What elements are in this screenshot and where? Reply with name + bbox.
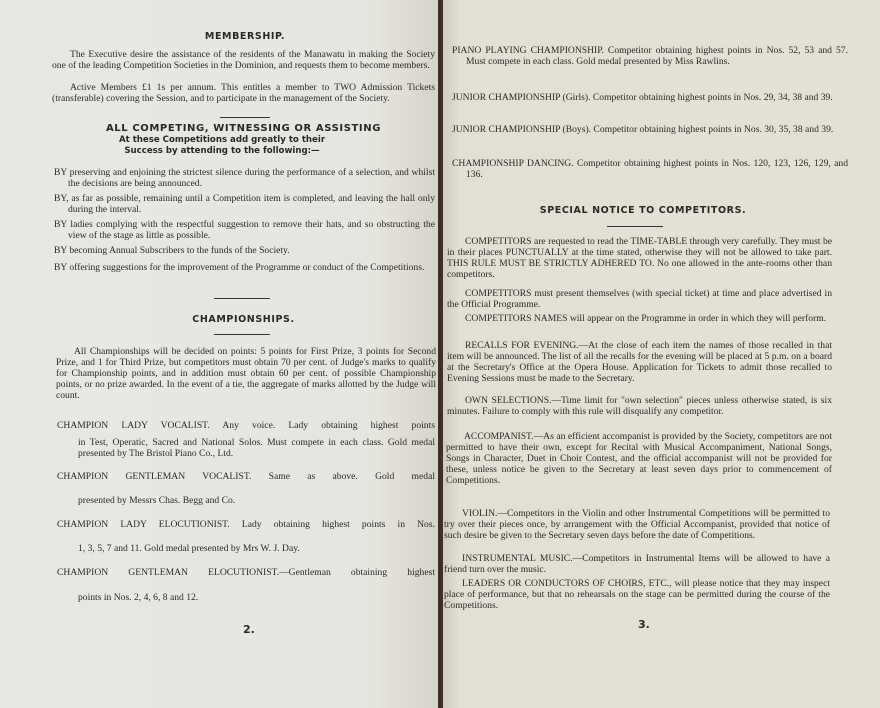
notice-item: COMPETITORS NAMES will appear on the Programme in order in which they will perform. [465, 313, 827, 324]
champion-item-line2: 1, 3, 5, 7 and 11. Gold medal presented by Mrs W. J. Day. [78, 543, 300, 554]
book-spine [438, 0, 443, 708]
assisting-item: BY ladies complying with the respectful suggestion to remove their hats, and so obstructing the view of the stage as little as possible. [54, 219, 435, 241]
champion-item-line2: presented by Messrs Chas. Begg and Co. [78, 495, 236, 506]
champion-item-line1: CHAMPION GENTLEMAN ELOCUTIONIST.—Gentleman obtaining highest [57, 567, 435, 578]
championship-item: JUNIOR CHAMPIONSHIP (Girls). Competitor obtaining highest points in Nos. 29, 34, 38 and 39. [452, 92, 833, 103]
membership-heading: MEMBERSHIP. [204, 31, 286, 42]
championships-intro: All Championships will be decided on points: 5 points for First Prize, 3 points for Second Prize, and 1 for Third Prize, but competitors must obtain 70 per cent. of Judge's marks to qualify for Championship points, and in addition must obtain 60 per cent. of possible Championship points, or no prize awarded. In the event of a tie, the aggregate of marks allotted by the Judge will count. [56, 346, 436, 401]
assisting-item: BY, as far as possible, remaining until a Competition item is completed, and leaving the hall only during the interval. [54, 193, 435, 215]
left-page [0, 0, 439, 708]
championship-item: JUNIOR CHAMPIONSHIP (Boys). Competitor obtaining highest points in Nos. 30, 35, 38 and 39. [452, 124, 834, 135]
notice-item: RECALLS FOR EVENING.—At the close of each item the names of those recalled in that item will be announced. The list of all the recalls for the evening will be placed at 5 p.m. on a board at the Secretary's Office at the Opera House. Application for Tickets to admit those recalled to Evening Sessions must be made to the Secretary. [447, 340, 832, 384]
notice-item: COMPETITORS are requested to read the TIME-TABLE through very carefully. They must be in their places PUNCTUALLY at the time stated, otherwise they will not be allowed to take part. THIS RULE MUST BE STRICTLY ADHERED TO. No one allowed in the ante-rooms other than competitors. [447, 236, 832, 280]
notice-item: LEADERS OR CONDUCTORS OF CHOIRS, ETC., will please notice that they may inspect place of performance, but that no rehearsals on the stage can be permitted during the course of the Competitions. [444, 578, 830, 611]
championship-item: PIANO PLAYING CHAMPIONSHIP. Competitor obtaining highest points in Nos. 52, 53 and 57. Must compete in each class. Gold medal presented by Miss Rawlins. [452, 45, 848, 67]
championship-item: CHAMPIONSHIP DANCING. Competitor obtaining highest points in Nos. 120, 123, 126, 129, and 136. [452, 158, 848, 180]
notice-item: INSTRUMENTAL MUSIC.—Competitors in Instrumental Items will be allowed to have a friend turn over the music. [444, 553, 830, 575]
champion-item-line2: points in Nos. 2, 4, 6, 8 and 12. [78, 592, 199, 603]
notice-item: OWN SELECTIONS.—Time limit for "own selection" pieces unless otherwise stated, is six minutes. Failure to comply with this rule will disqualify any competitor. [447, 395, 832, 417]
assisting-heading: ALL COMPETING, WITNESSING OR ASSISTING [105, 123, 382, 134]
assisting-item: BY becoming Annual Subscribers to the funds of the Society. [54, 245, 290, 256]
champion-item-line1: CHAMPION LADY VOCALIST. Any voice. Lady obtaining highest points [57, 420, 435, 431]
championships-heading: CHAMPIONSHIPS. [192, 314, 295, 325]
divider [214, 334, 270, 335]
right-page [442, 0, 880, 708]
champion-item-line1: CHAMPION GENTLEMAN VOCALIST. Same as above. Gold medal [57, 471, 435, 482]
membership-para-2: Active Members £1 1s per annum. This entitles a member to TWO Admission Tickets (transferable) covering the Session, and to participate in the management of the Society. [52, 82, 435, 104]
special-notice-heading: SPECIAL NOTICE TO COMPETITORS. [539, 205, 747, 216]
champion-item-line2: in Test, Operatic, Sacred and National Solos. Must compete in each class. Gold medal presented by The Bristol Piano Co., Ltd. [78, 437, 435, 459]
assisting-sub-2: Success by attending to the following:— [124, 146, 320, 156]
divider [214, 298, 270, 299]
page-number: 2. [243, 623, 255, 636]
membership-para-1: The Executive desire the assistance of the residents of the Manawatu in making the Society one of the leading Competition Societies in the Dominion, and requests them to become members. [52, 49, 435, 71]
divider [607, 226, 663, 227]
notice-item: VIOLIN.—Competitors in the Violin and other Instrumental Competitions will be permitted to try over their pieces once, by arrangement with the Official Accompanist, provided that notice of such desire be given to the Secretary seven days before the date of Competitions. [444, 508, 830, 541]
notice-item: ACCOMPANIST.—As an efficient accompanist is provided by the Society, competitors are not permitted to have their own, except for Recital with Musical Accompaniment, National Songs, Songs in Character, Duet in Choir Contest, and the official accompanist will not be provided for these, unless notice be given to the Secretary at least seven days prior to commencement of Competitions. [446, 431, 832, 486]
champion-item-line1: CHAMPION LADY ELOCUTIONIST. Lady obtaining highest points in Nos. [57, 519, 435, 530]
divider [220, 117, 270, 118]
page-number: 3. [638, 618, 650, 631]
assisting-item: BY preserving and enjoining the strictest silence during the performance of a selection, and whilst the decisions are being announced. [54, 167, 435, 189]
notice-item: COMPETITORS must present themselves (with special ticket) at time and place advertised in the Official Programme. [447, 288, 832, 310]
assisting-sub-1: At these Competitions add greatly to their [118, 135, 326, 145]
assisting-item: BY offering suggestions for the improvement of the Programme or conduct of the Competitions. [54, 262, 425, 273]
